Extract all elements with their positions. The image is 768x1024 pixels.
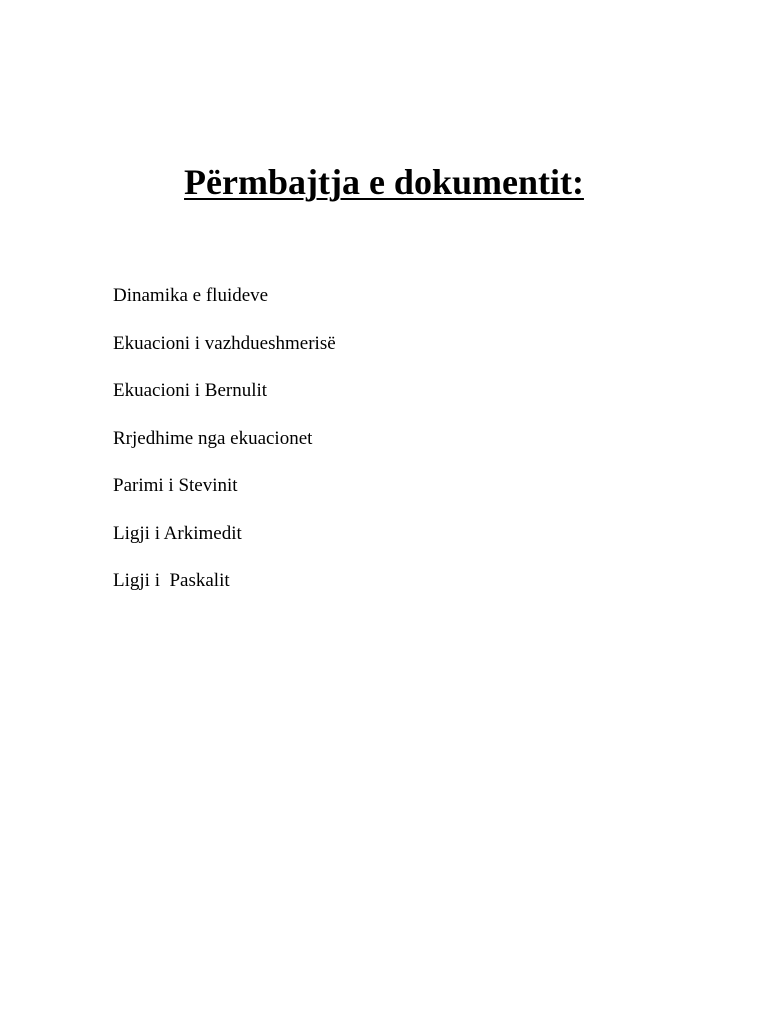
toc-item: Ligji i Paskalit [113, 570, 230, 591]
toc-item: Dinamika e fluideve [113, 285, 269, 306]
toc-item: Ekuacioni i vazhdueshmerisë [113, 332, 336, 354]
toc-item: Rrjedhime nga ekuacionet [113, 427, 313, 449]
toc-item: Parimi i Stevinit [113, 475, 238, 496]
toc-item: Ekuacioni i Bernulit [113, 380, 268, 401]
table-of-contents [113, 283, 336, 616]
document-title: Përmbajtja e dokumentit: [184, 162, 584, 202]
toc-item: Ligji i Arkimedit [113, 522, 242, 544]
